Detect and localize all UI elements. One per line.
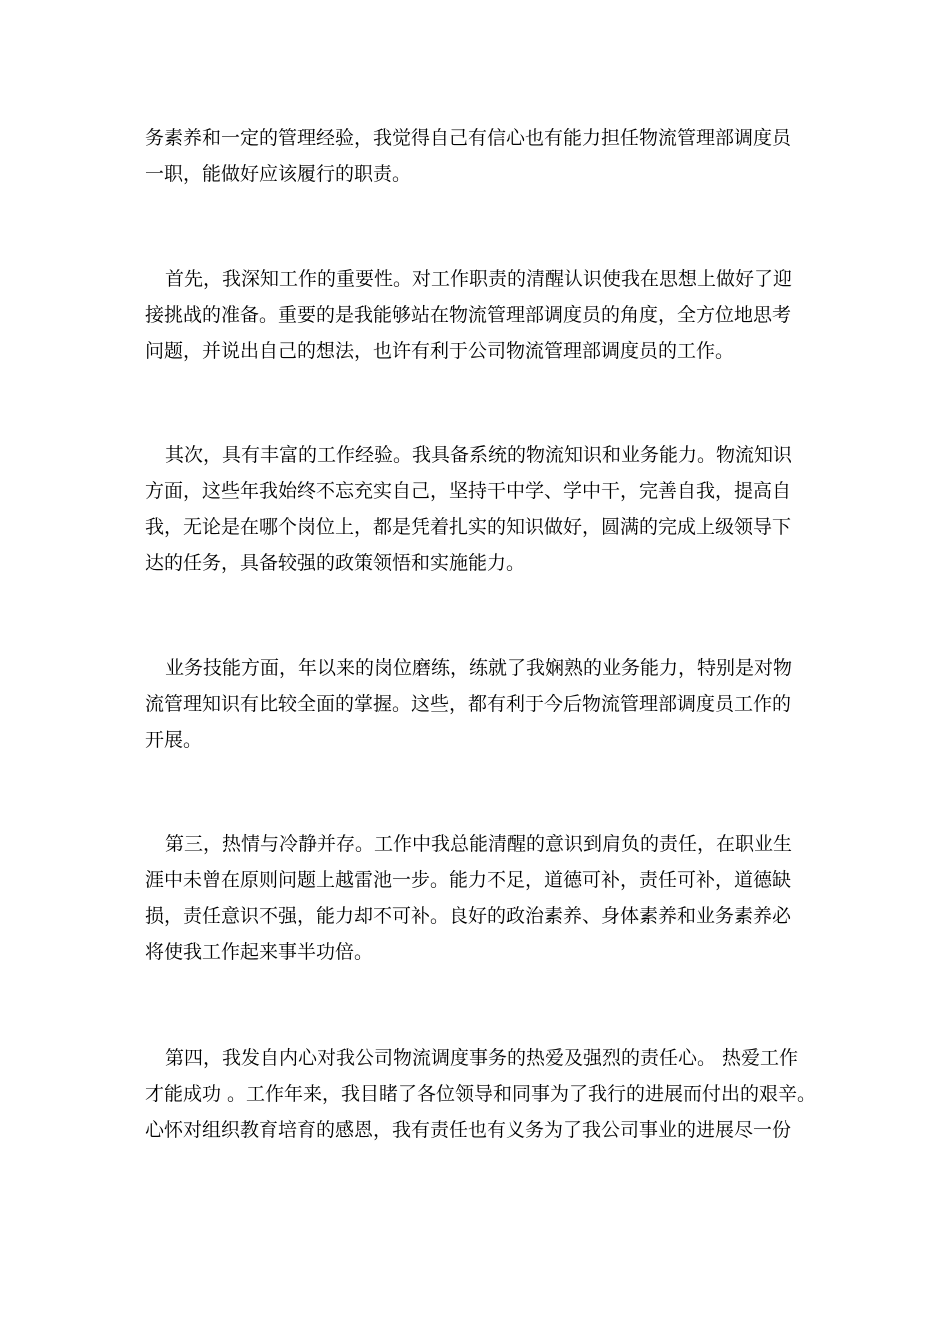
paragraph-4 <box>145 650 845 758</box>
paragraph-line: 其次，具有丰富的工作经验。我具备系统的物流知识和业务能力。物流知识 <box>165 444 793 466</box>
paragraph-line: 第四，我发自内心对我公司物流调度事务的热爱及强烈的责任心。 热爱工作 <box>165 1047 799 1069</box>
paragraph-line: 将使我工作起来事半功倍。 <box>145 941 374 963</box>
paragraph-line: 业务技能方面，年以来的岗位磨练，练就了我娴熟的业务能力，特别是对物 <box>165 657 793 679</box>
paragraph-2 <box>145 261 845 369</box>
paragraph-line: 才能成功 。工作年来，我目睹了各位领导和同事为了我行的进展而付出的艰辛。 <box>145 1083 817 1105</box>
paragraph-3 <box>145 437 845 581</box>
paragraph-6 <box>145 1040 845 1148</box>
paragraph-line: 务素养和一定的管理经验，我觉得自己有信心也有能力担任物流管理部调度员 <box>145 127 792 149</box>
paragraph-5 <box>145 826 845 970</box>
paragraph-line: 达的任务，具备较强的政策领悟和实施能力。 <box>145 552 526 574</box>
paragraph-line: 开展。 <box>145 729 203 751</box>
paragraph-line: 接挑战的准备。重要的是我能够站在物流管理部调度员的角度，全方位地思考 <box>145 304 792 326</box>
paragraph-line: 心怀对组织教育培育的感恩，我有责任也有义务为了我公司事业的进展尽一份 <box>145 1119 792 1141</box>
paragraph-1 <box>145 120 845 192</box>
paragraph-line: 问题，并说出自己的想法，也许有利于公司物流管理部调度员的工作。 <box>145 340 735 362</box>
paragraph-line: 流管理知识有比较全面的掌握。这些，都有利于今后物流管理部调度员工作的 <box>145 693 792 715</box>
paragraph-line: 第三，热情与冷静并存。工作中我总能清醒的意识到肩负的责任，在职业生 <box>165 833 793 855</box>
paragraph-line: 首先，我深知工作的重要性。对工作职责的清醒认识使我在思想上做好了迎 <box>165 268 793 290</box>
paragraph-line: 我，无论是在哪个岗位上，都是凭着扎实的知识做好，圆满的完成上级领导下 <box>145 516 792 538</box>
paragraph-line: 方面，这些年我始终不忘充实自己，坚持干中学、学中干，完善自我，提高自 <box>145 480 792 502</box>
paragraph-line: 一职，能做好应该履行的职责。 <box>145 163 412 185</box>
paragraph-line: 损，责任意识不强，能力却不可补。良好的政治素养、身体素养和业务素养必 <box>145 905 792 927</box>
paragraph-line: 涯中未曾在原则问题上越雷池一步。能力不足，道德可补，责任可补，道德缺 <box>145 869 792 891</box>
